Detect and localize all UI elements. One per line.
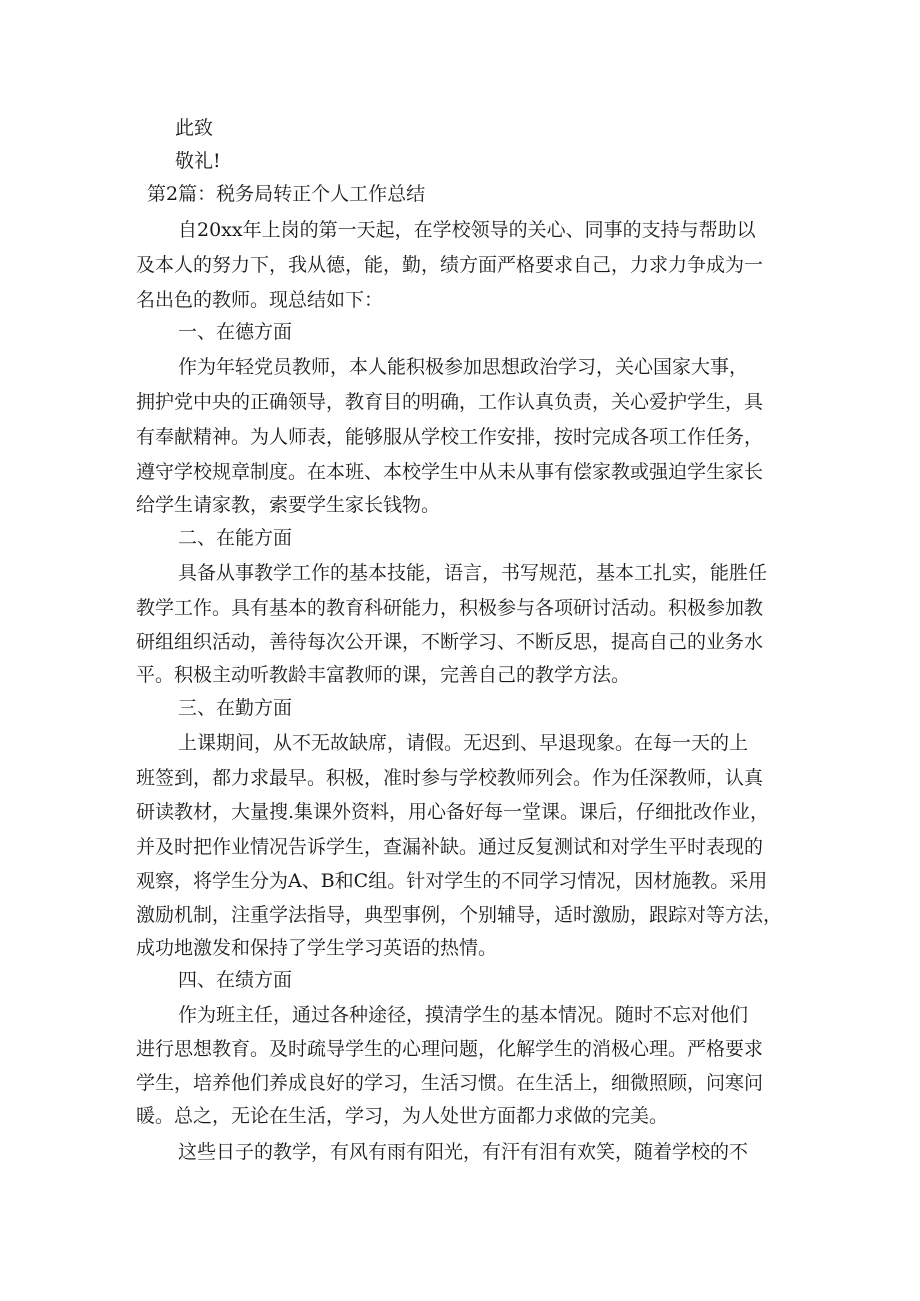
paragraph-line: 班签到，都力求最早。积极，准时参与学校教师列会。作为任深教师，认真 <box>136 767 764 789</box>
paragraph-line: 研读教材，大量搜.集课外资料，用心备好每一堂课。课后，仔细批改作业， <box>136 801 770 823</box>
paragraph-line: 成功地激发和保持了学生学习英语的热情。 <box>136 937 498 959</box>
paragraph-line: 并及时把作业情况告诉学生，查漏补缺。通过反复测试和对学生平时表现的 <box>136 836 764 858</box>
paragraph-line: 拥护党中央的正确领导，教育目的明确，工作认真负责，关心爱护学生，具 <box>136 391 764 413</box>
paragraph-line: 观察，将学生分为A、B和C组。针对学生的不同学习情况，因材施教。采用 <box>136 870 768 892</box>
paragraph-line: 作为班主任，通过各种途径，摸清学生的基本情况。随时不忘对他们 <box>178 1004 749 1026</box>
paragraph-line-last: 这些日子的教学，有风有雨有阳光，有汗有泪有欢笑，随着学校的不 <box>178 1141 749 1163</box>
paragraph-line: 及本人的努力下，我从德，能，勤，绩方面严格要求自己，力求力争成为一 <box>136 254 764 276</box>
section-heading: 四、在绩方面 <box>178 969 293 991</box>
closing-line-2: 敬礼! <box>175 150 221 172</box>
paragraph-line: 激励机制，注重学法指导，典型事例，个别辅导，适时激励，跟踪对等方法， <box>136 904 783 926</box>
paragraph-line: 研组组织活动，善待每次公开课，不断学习、不断反思，提高自己的业务水 <box>136 631 764 653</box>
paragraph-line: 作为年轻党员教师，本人能积极参加思想政治学习，关心国家大事， <box>178 356 749 378</box>
paragraph-line: 教学工作。具有基本的教育科研能力，积极参与各项研讨活动。积极参加教 <box>136 597 764 619</box>
paragraph-line: 给学生请家教，索要学生家长钱物。 <box>136 494 441 516</box>
paragraph-line: 自20xx年上岗的第一天起，在学校领导的关心、同事的支持与帮助以 <box>178 219 756 241</box>
section-heading: 一、在德方面 <box>178 321 293 343</box>
paragraph-line: 进行思想教育。及时疏导学生的心理问题，化解学生的消极心理。严格要求 <box>136 1038 764 1060</box>
paragraph-line: 平。积极主动听教龄丰富教师的课，完善自己的教学方法。 <box>136 664 631 686</box>
paragraph-line: 遵守学校规章制度。在本班、本校学生中从未从事有偿家教或强迫学生家长 <box>136 461 764 483</box>
paragraph-line: 上课期间，从不无故缺席，请假。无迟到、早退现象。在每一天的上 <box>178 732 749 754</box>
paragraph-line: 名出色的教师。现总结如下： <box>136 289 384 311</box>
paragraph-line: 学生，培养他们养成良好的学习，生活习惯。在生活上，细微照顾，问寒问 <box>136 1072 764 1094</box>
section-heading: 三、在勤方面 <box>178 697 293 719</box>
section-heading: 二、在能方面 <box>178 527 293 549</box>
article-title: 第2篇：税务局转正个人工作总结 <box>147 183 426 205</box>
paragraph-line: 有奉献精神。为人师表，能够服从学校工作安排，按时完成各项工作任务， <box>136 426 764 448</box>
paragraph-line: 暖。总之，无论在生活，学习，为人处世方面都力求做的完美。 <box>136 1105 669 1127</box>
closing-line-1: 此致 <box>175 117 214 139</box>
paragraph-line: 具备从事教学工作的基本技能，语言，书写规范，基本工扎实，能胜任 <box>178 562 768 584</box>
